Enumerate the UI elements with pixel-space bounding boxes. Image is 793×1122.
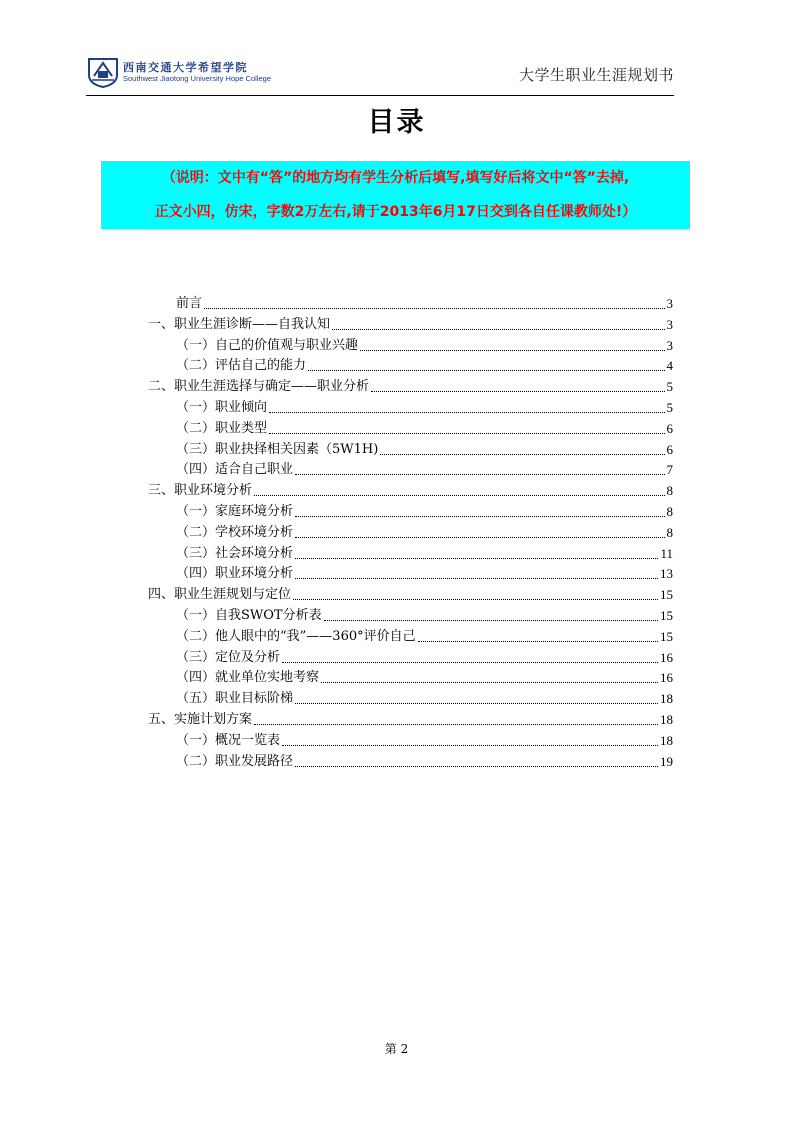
toc-entry-label: 五、实施计划方案 [148, 712, 253, 727]
toc-entry[interactable] [176, 294, 673, 314]
toc-dot-leader [269, 432, 664, 434]
logo-text [123, 61, 271, 84]
toc-entry-label: （二）职业发展路径 [176, 753, 294, 769]
page-title: 目录 [367, 107, 426, 138]
document-title: 大学生职业生涯规划书 [518, 66, 674, 84]
toc-dot-leader [269, 411, 664, 413]
toc-entry-page: 15 [660, 608, 673, 623]
toc-dot-leader [321, 681, 658, 683]
toc-entry-page: 18 [660, 712, 673, 727]
toc-entry-page: 3 [666, 316, 673, 332]
toc-entry[interactable] [176, 752, 673, 772]
page-number: 第 2 [384, 1042, 409, 1056]
toc-dot-leader [332, 328, 664, 330]
toc-entry[interactable] [176, 544, 673, 564]
toc-entry-label: （一）职业倾向 [176, 400, 268, 415]
toc-entry-label: （一）家庭环境分析 [176, 504, 294, 519]
toc-entry-page: 18 [660, 691, 673, 707]
toc-entry-page: 15 [660, 628, 673, 644]
toc-dot-leader [360, 349, 664, 351]
toc-entry-label: （一）概况一览表 [176, 732, 281, 748]
toc-entry[interactable] [148, 710, 673, 730]
toc-entry-page: 6 [666, 420, 673, 436]
toc-entry-label: 四、职业生涯规划与定位 [148, 587, 292, 603]
instruction-notice [101, 161, 690, 229]
toc-entry-label: （四）适合自己职业 [176, 462, 294, 478]
toc-entry[interactable] [176, 419, 673, 439]
toc-dot-leader [308, 369, 664, 371]
toc-dot-leader [295, 702, 658, 704]
toc-dot-leader [204, 307, 664, 309]
toc-entry[interactable] [148, 377, 673, 397]
toc-entry-label: （二）学校环境分析 [176, 524, 294, 540]
toc-entry-label: （五）职业目标阶梯 [176, 691, 294, 707]
toc-dot-leader [295, 536, 664, 538]
toc-entry-label: 三、职业环境分析 [148, 483, 253, 499]
toc-entry[interactable] [176, 564, 673, 584]
toc-entry-label: （四）就业单位实地考察 [176, 670, 320, 686]
toc-dot-leader [295, 557, 658, 559]
toc-entry-label: （三）社会环境分析 [176, 545, 294, 561]
toc-dot-leader [380, 453, 664, 455]
toc-dot-leader [295, 515, 664, 517]
toc-entry-page: 3 [666, 337, 673, 353]
toc-entry-label: 一、职业生涯诊断——自我认知 [148, 316, 331, 332]
toc-dot-leader [371, 390, 664, 392]
toc-entry[interactable] [148, 481, 673, 501]
toc-entry[interactable] [148, 315, 673, 335]
toc-dot-leader [254, 494, 664, 496]
toc-entry-page: 8 [666, 483, 673, 499]
toc-dot-leader [293, 598, 658, 600]
toc-entry[interactable] [176, 523, 673, 543]
toc-entry[interactable] [176, 627, 673, 647]
toc-dot-leader [324, 619, 658, 621]
toc-entry[interactable] [176, 460, 673, 480]
toc-dot-leader [418, 640, 658, 642]
toc-entry-page: 5 [666, 400, 673, 415]
toc-entry-label: （三）定位及分析 [176, 649, 281, 665]
toc-entry-label: （四）职业环境分析 [176, 566, 294, 582]
toc-entry[interactable] [176, 648, 673, 668]
toc-entry-label: 二、职业生涯选择与确定——职业分析 [148, 379, 370, 395]
toc-entry-page: 6 [666, 441, 673, 457]
toc-dot-leader [295, 473, 664, 475]
toc-entry-label: （二）评估自己的能力 [176, 358, 307, 374]
toc-entry-label: 前言 [176, 296, 203, 311]
toc-entry[interactable] [176, 731, 673, 751]
logo-english-name: Southwest Jiaotong University Hope College [123, 73, 271, 83]
toc-entry[interactable] [176, 689, 673, 709]
toc-dot-leader [254, 723, 658, 725]
toc-dot-leader [282, 661, 658, 663]
toc-entry-label: （三）职业抉择相关因素（5W1H) [176, 441, 379, 457]
toc-entry[interactable] [176, 398, 673, 418]
toc-entry-page: 11 [660, 545, 673, 561]
toc-entry-label: （一）自己的价值观与职业兴趣 [176, 337, 359, 353]
logo-chinese-name: 西南交通大学希望学院 [123, 60, 248, 74]
toc-entry-page: 8 [666, 504, 673, 519]
notice-line-1: （说明：文中有“答”的地方均有学生分析后填写,填写好后将文中“答”去掉, [101, 161, 690, 195]
toc-entry-page: 16 [660, 670, 673, 686]
toc-entry-page: 8 [666, 524, 673, 540]
college-emblem-icon [86, 56, 120, 88]
toc-entry-page: 5 [666, 379, 673, 395]
toc-entry-page: 16 [660, 649, 673, 665]
toc-entry-page: 15 [660, 587, 673, 603]
toc-entry-page: 13 [660, 566, 673, 582]
header-divider [86, 95, 674, 96]
notice-line-2: 正文小四，仿宋，字数2万左右,请于2013年6月17日交到各自任课教师处!） [101, 195, 690, 229]
toc-entry-label: （二）职业类型 [176, 420, 268, 436]
toc-entry[interactable] [148, 585, 673, 605]
page-header [86, 56, 674, 94]
toc-dot-leader [295, 765, 658, 767]
toc-entry-page: 7 [666, 462, 673, 478]
toc-entry-page: 3 [666, 296, 673, 311]
toc-entry-label: （一）自我SWOT分析表 [176, 608, 322, 623]
toc-entry[interactable] [176, 606, 673, 626]
toc-entry-label: （二）他人眼中的“我”——360°评价自己 [176, 628, 416, 644]
toc-dot-leader [282, 744, 658, 746]
toc-entry-page: 18 [660, 732, 673, 748]
toc-entry[interactable] [176, 336, 673, 356]
toc-dot-leader [295, 577, 658, 579]
college-logo [86, 56, 271, 88]
toc-entry[interactable] [176, 668, 673, 688]
toc-entry-page: 4 [666, 358, 673, 374]
toc-entry[interactable] [176, 502, 673, 522]
toc-entry[interactable] [176, 356, 673, 376]
toc-entry[interactable] [176, 440, 673, 460]
toc-entry-page: 19 [660, 753, 673, 769]
